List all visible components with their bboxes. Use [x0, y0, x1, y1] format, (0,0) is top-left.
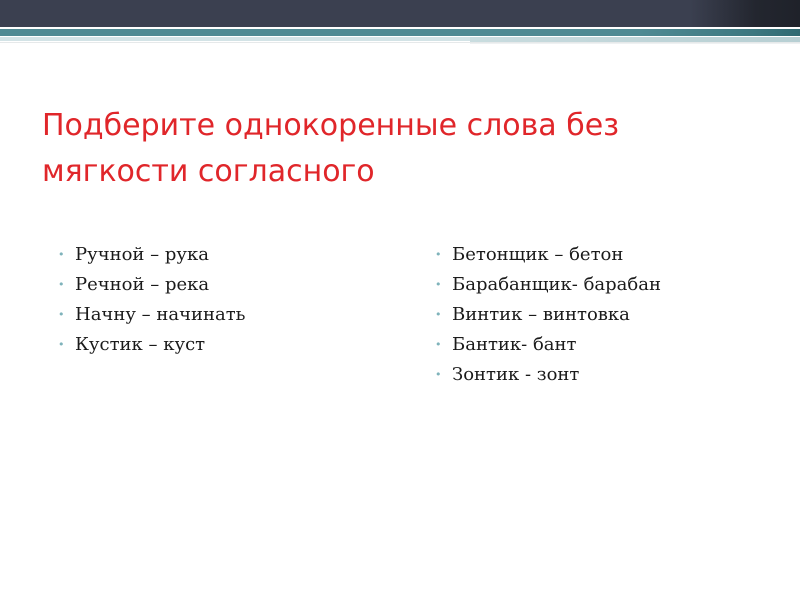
list-item-text: Бетонщик – бетон [452, 244, 624, 265]
list-item-text: Барабанщик- барабан [452, 274, 661, 295]
right-bullet-list [435, 240, 775, 390]
header-dark-bar-shade [690, 0, 800, 27]
bullet-icon: • [435, 368, 442, 381]
bullet-icon: • [58, 278, 65, 291]
list-item [435, 300, 775, 330]
list-item [435, 330, 775, 360]
header-light-bar [0, 37, 470, 41]
bullet-icon: • [435, 338, 442, 351]
list-item-text: Зонтик - зонт [452, 364, 580, 385]
bullet-icon: • [435, 278, 442, 291]
header-divider-right [470, 43, 800, 44]
list-item-text: Речной – река [75, 274, 210, 295]
bullet-icon: • [435, 308, 442, 321]
list-item [58, 330, 388, 360]
list-item [435, 360, 775, 390]
list-item [58, 300, 388, 330]
bullet-icon: • [435, 248, 442, 261]
list-item [58, 240, 388, 270]
header-teal-bar-shade [640, 29, 800, 36]
slide-title: Подберите однокоренные слова без мягкости согласного [42, 108, 620, 189]
list-item-text: Начну – начинать [75, 304, 246, 325]
bullet-icon: • [58, 248, 65, 261]
list-item [58, 270, 388, 300]
bullet-icon: • [58, 308, 65, 321]
list-item [435, 240, 775, 270]
list-item-text: Бантик- бант [452, 334, 577, 355]
list-item-text: Винтик – винтовка [452, 304, 630, 325]
bullet-icon: • [58, 338, 65, 351]
header-dark-bar [0, 0, 800, 27]
list-item-text: Кустик – куст [75, 334, 206, 355]
left-bullet-list [58, 240, 388, 360]
list-item-text: Ручной – рука [75, 244, 209, 265]
list-item [435, 270, 775, 300]
